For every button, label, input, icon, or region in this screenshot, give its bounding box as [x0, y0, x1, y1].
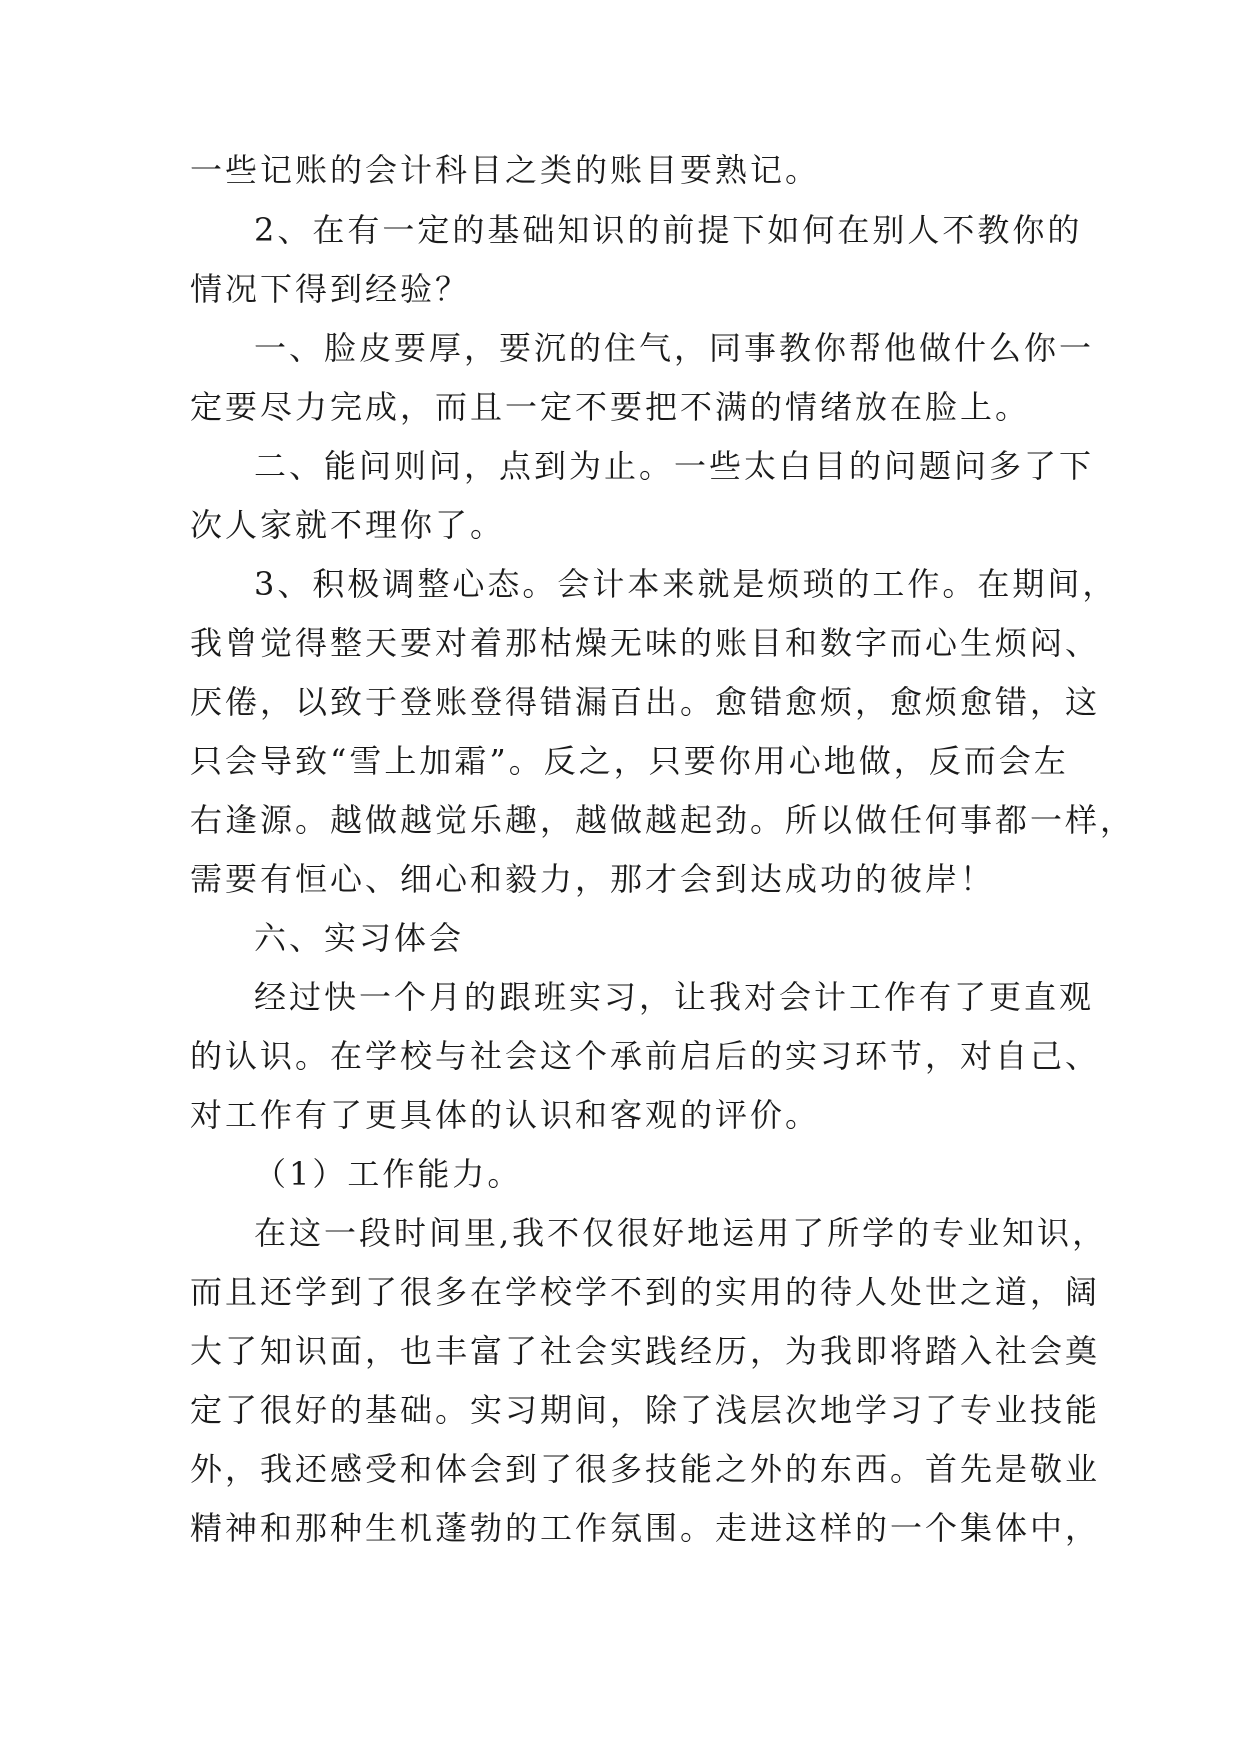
text-line: 3、积极调整心态。会计本来就是烦琐的工作。在期间， [254, 565, 1118, 603]
text-line: 在这一段时间里,我不仅很好地运用了所学的专业知识， [254, 1214, 1108, 1252]
text-line: 情况下得到经验？ [190, 270, 471, 308]
text-line: 二、能问则问，点到为止。一些太白目的问题问多了下 [254, 447, 1095, 485]
text-line: 一、脸皮要厚，要沉的住气，同事教你帮他做什么你一 [254, 329, 1095, 367]
text-line: 经过快一个月的跟班实习，让我对会计工作有了更直观 [254, 978, 1095, 1016]
subsection-heading: （1）工作能力。 [254, 1155, 523, 1193]
text-line: 精神和那种生机蓬勃的工作氛围。走进这样的一个集体中， [190, 1509, 1101, 1547]
text-line: 的认识。在学校与社会这个承前启后的实习环节，对自己、 [190, 1037, 1101, 1075]
text-line: 大了知识面，也丰富了社会实践经历，为我即将踏入社会奠 [190, 1332, 1101, 1370]
text-line: 定要尽力完成，而且一定不要把不满的情绪放在脸上。 [190, 388, 1031, 426]
text-line: 需要有恒心、细心和毅力，那才会到达成功的彼岸！ [190, 860, 996, 898]
text-line: 右逢源。越做越觉乐趣，越做越起劲。所以做任何事都一样， [190, 801, 1136, 839]
text-line: 对工作有了更具体的认识和客观的评价。 [190, 1096, 821, 1134]
text-line: 而且还学到了很多在学校学不到的实用的待人处世之道，阔 [190, 1273, 1101, 1311]
text-line: 外，我还感受和体会到了很多技能之外的东西。首先是敬业 [190, 1450, 1101, 1488]
text-line: 厌倦，以致于登账登得错漏百出。愈错愈烦，愈烦愈错，这 [190, 683, 1101, 721]
text-line: 我曾觉得整天要对着那枯燥无味的账目和数字而心生烦闷、 [190, 624, 1101, 662]
section-heading: 六、实习体会 [254, 919, 465, 957]
text-line: 只会导致“雪上加霜”。反之，只要你用心地做，反而会左 [190, 742, 1069, 780]
text-line: 次人家就不理你了。 [190, 506, 506, 544]
text-line: 2、在有一定的基础知识的前提下如何在别人不教你的 [254, 211, 1083, 249]
text-line: 定了很好的基础。实习期间，除了浅层次地学习了专业技能 [190, 1391, 1101, 1429]
text-line: 一些记账的会计科目之类的账目要熟记。 [190, 151, 821, 189]
